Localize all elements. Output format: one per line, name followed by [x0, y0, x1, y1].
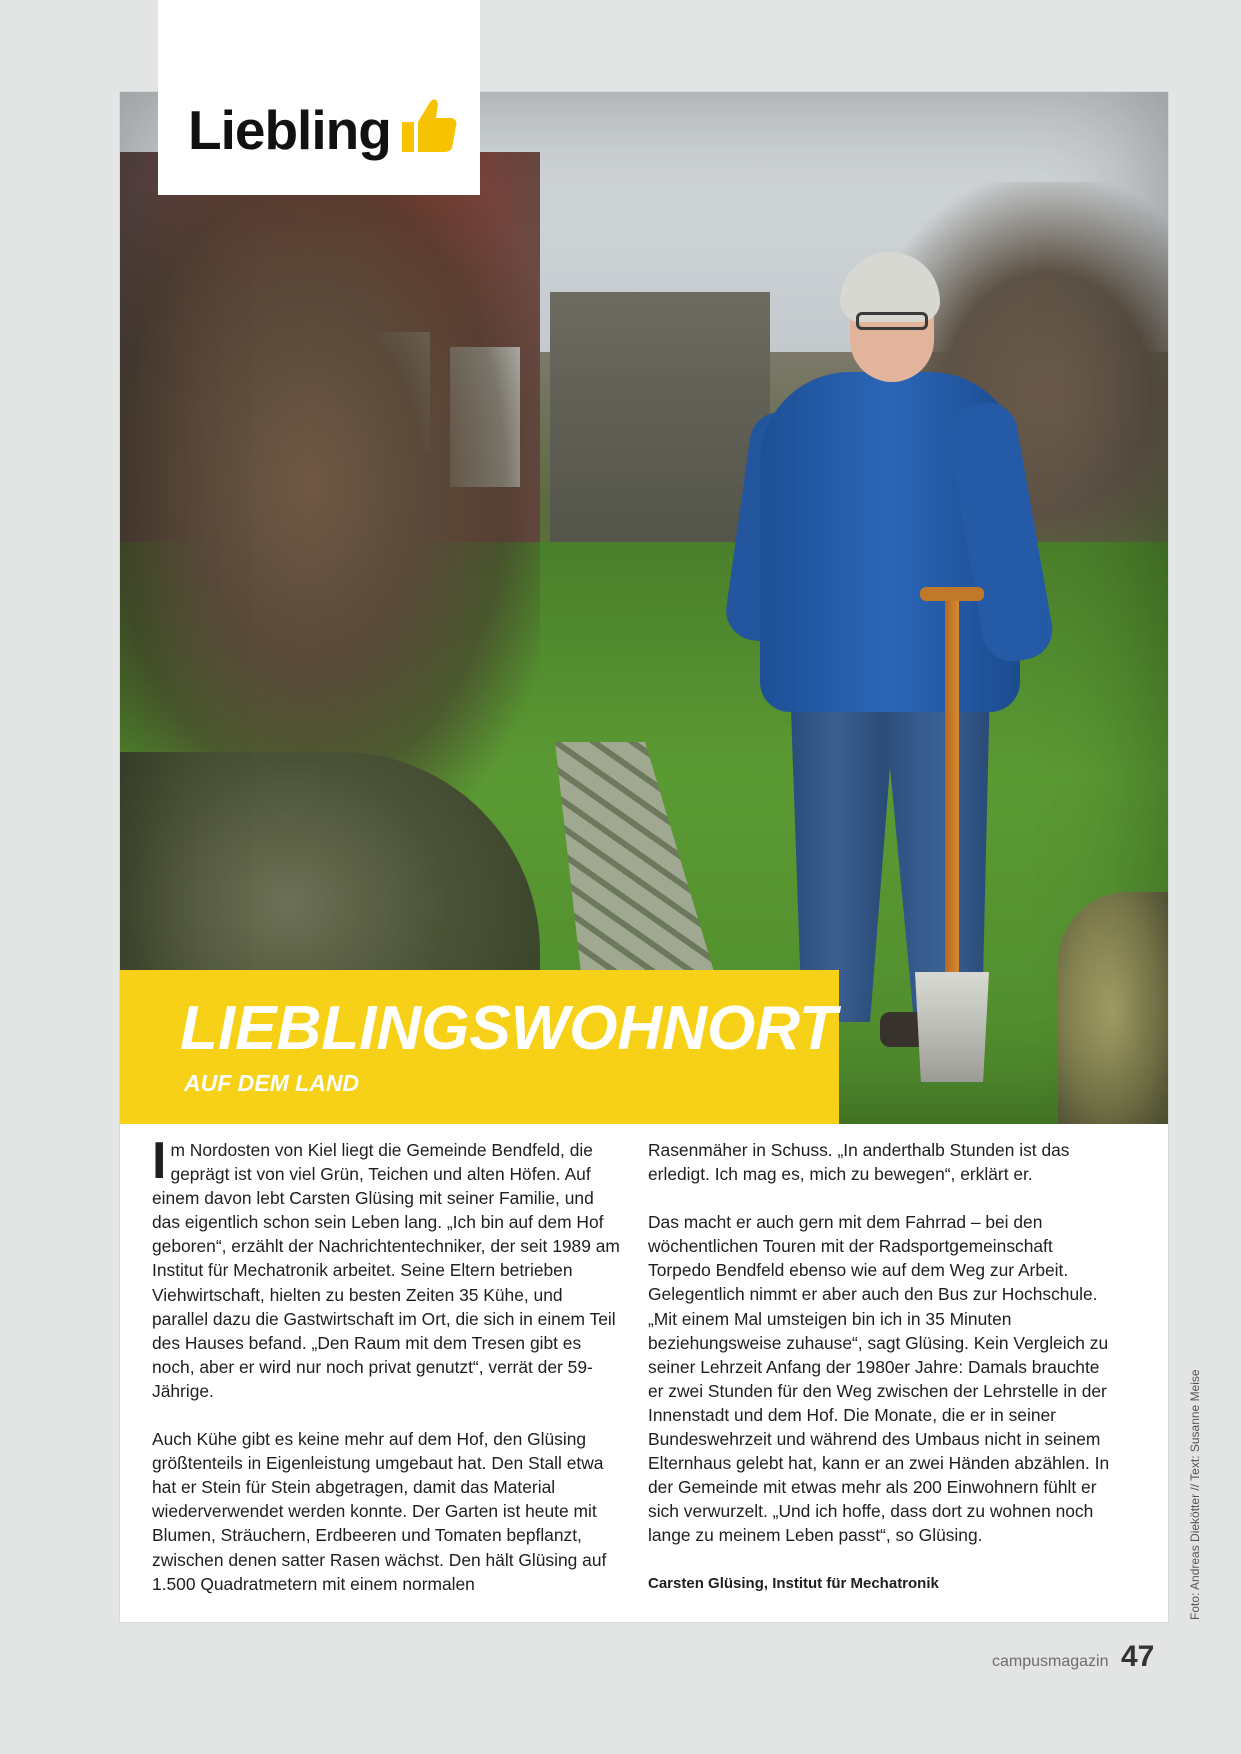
drop-cap: I — [152, 1132, 167, 1190]
article-paragraph: Das macht er auch gern mit dem Fahrrad – bei den wöchentlichen Touren mit der Radsportgemeinschaft Torpedo Bendfeld ebenso wie auf dem Weg zur Arbeit. Gelegentlich nimmt er aber auch den Bus zur Hochschule. „Mit einem Mal umsteigen bin ich in 35 Minuten beziehungsweise zuhause“, sagt Glüsing. Kein Vergleich zu seiner Lehrzeit Anfang der 1980er Jahre: Damals brauchte er zwei Stunden für den Weg zwischen der Lehrstelle in der Innenstadt und dem Hof. Die Monate, die er in seiner Bundeswehrzeit und während des Umbaus nicht in seinem Elternhaus gelebt hat, kann er an zwei Händen abzählen. In der Gemeinde mit etwas mehr als 200 Einwohnern fühlt er sich verwurzelt. „Und ich hoffe, dass dort zu wohnen noch lange zu meinem Leben passt“, so Glüsing. — [648, 1212, 1110, 1546]
article-column-right — [648, 1138, 1118, 1596]
article-paragraph: Rasenmäher in Schuss. „In anderthalb Stunden ist das erledigt. Ich mag es, mich zu bewegen“, erklärt er. — [648, 1140, 1070, 1185]
footer-magazine-name: campusmagazin — [992, 1653, 1109, 1670]
photo-text-credit: Foto: Andreas Diekötter // Text: Susanne Meise — [1188, 1369, 1202, 1620]
article-byline: Carsten Glüsing, Institut für Mechatronik — [648, 1574, 939, 1592]
paragraph-text: m Nordosten von Kiel liegt die Gemeinde Bendfeld, die geprägt ist von viel Grün, Teichen und alten Höfen. Auf einem davon lebt Carsten Glüsing mit seiner Familie, und das eigentlich schon sein Leben lang. „Ich bin auf dem Hof geboren“, erzählt der Nachrichtentechniker, der seit 1989 am Institut für Mechatronik arbeitet. Seine Eltern betrieben Viehwirtschaft, hielten zu besten Zeiten 35 Kühe, und parallel dazu die Gastwirtschaft im Ort, die sich in einem Teil des Hauses befand. „Den Raum mit dem Tresen gibt es noch, aber er wird nur noch privat genutzt“, verrät der 59-Jährige. — [152, 1140, 620, 1401]
article-paragraph — [152, 1132, 620, 1403]
headline-subtitle: AUF DEM LAND — [184, 1070, 360, 1096]
article-column-left — [152, 1132, 620, 1620]
article-paragraph: Auch Kühe gibt es keine mehr auf dem Hof, den Glüsing größtenteils in Eigenleistung umgebaut hat. Den Stall etwa hat er Stein für Stein abgetragen, damit das Material wiederverwendet werden konnte. Der Garten ist heute mit Blumen, Sträuchern, Erdbeeren und Tomaten bepflanzt, zwischen denen satter Rasen wächst. Den hält Glüsing auf 1.500 Quadratmetern mit einem normalen — [152, 1429, 607, 1594]
section-label: Liebling — [188, 99, 391, 161]
headline-title: LIEBLINGSWOHNORT — [180, 994, 837, 1063]
page-number: 47 — [1121, 1640, 1155, 1673]
thumbs-up-icon — [398, 94, 460, 156]
